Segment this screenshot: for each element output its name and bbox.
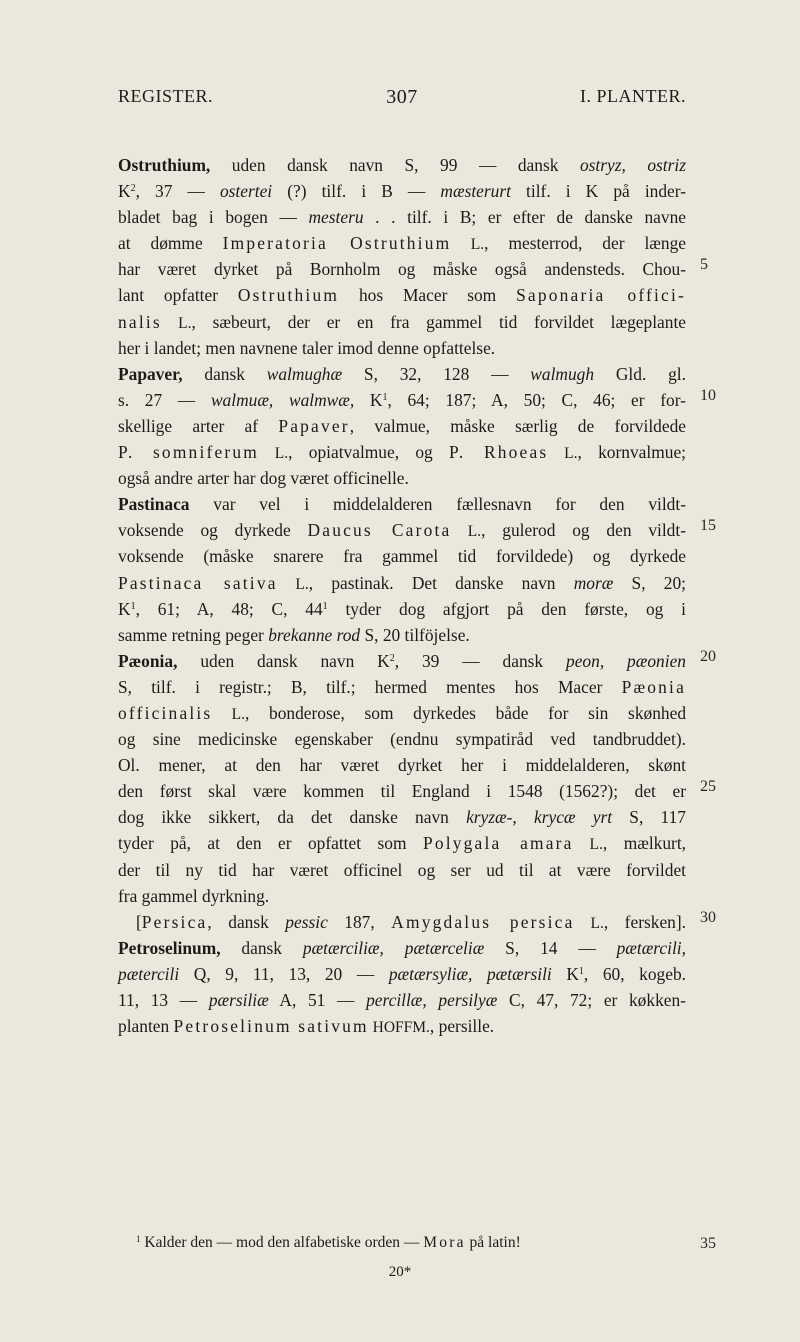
text-line: her i landet; men navnene taler imod denne opfattelse. (118, 337, 496, 358)
line-number: 20 (700, 648, 716, 665)
entry-headword: Pæonia, (118, 650, 178, 671)
text-line: planten Petroselinum sativum HOFFM., persille. (118, 1016, 495, 1037)
header-left: REGISTER. (118, 86, 214, 106)
line-number: 5 (700, 256, 708, 273)
text-line: lant opfatter Ostruthium hos Macer som Saponaria offici- (118, 285, 686, 306)
text-line: samme retning peger brekanne rod S, 20 tilföjelse. (118, 624, 470, 645)
text-line: den først skal være kommen til England i 1548 (1562?); det er (118, 781, 686, 802)
line-number: 25 (700, 778, 716, 795)
text-line: [Persica, dansk pessic 187, Amygdalus persica L., fersken]. (136, 911, 686, 932)
text-line: s. 27 — walmuæ, walmwæ, $K^1$, 64; 187; A, 50; C, 46; er for- (118, 389, 686, 410)
text-line: Pastinaca var vel i middelalderen fællesnavn for den vildt- (118, 494, 686, 515)
line-number: 30 (700, 909, 716, 926)
text-line: fra gammel dyrkning. (118, 885, 270, 906)
entry-headword: Pastinaca (118, 494, 190, 515)
text-line: Ostruthium, uden dansk navn S, 99 — dansk ostryz, ostriz (118, 155, 687, 175)
text-line: også andre arter har dog været officinelle. (118, 468, 409, 489)
text-line: voksende og dyrkede Daucus Carota L., gulerod og den vildt- (118, 520, 686, 541)
text-line: voksende (måske snarere fra gammel tid forvildede) og dyrkede (118, 546, 686, 567)
text-line: dog ikke sikkert, da det danske navn kryzæ-, krycæ yrt S, 117 (118, 807, 686, 828)
entry-headword: Ostruthium, (118, 155, 211, 175)
text-line: Petroselinum, dansk pætærciliæ, pætærceliæ S, 14 — pætærcili, (118, 937, 686, 958)
text-line: har været dyrket på Bornholm og måske også andensteds. Chou- (118, 259, 686, 280)
text-line: P. somniferum L., opiatvalmue, og P. Rhoeas L., kornvalmue; (118, 442, 686, 463)
register-text (118, 152, 686, 1039)
text-line: skellige arter af Papaver, valmue, måske særlig de forvildede (118, 415, 686, 436)
entry-headword: Papaver, (118, 363, 183, 384)
text-line: $K^1$, 61; A, 48; C, $44^1$ tyder dog afgjort på den første, og i (118, 598, 686, 619)
text-line: tyder på, at den er opfattet som Polygala amara L., mælkurt, (118, 833, 687, 854)
footnote: $^1$ Kalder den — mod den alfabetiske orden — Mora på latin! (136, 1234, 521, 1251)
text-line: officinalis L., bonderose, som dyrkedes både for sin skønhed (118, 702, 687, 723)
running-header (118, 86, 686, 116)
text-line: pætercili Q, 9, 11, 13, 20 — pætærsyliæ, pætærsili $K^1$, 60, kogeb. (118, 963, 686, 984)
header-right: I. PLANTER. (580, 86, 686, 106)
signature-mark: 20* (388, 1264, 412, 1280)
text-line: $K^2$, 37 — ostertei (?) tilf. i B — mæsterurt tilf. i K på inder- (118, 181, 686, 202)
text-line: Pæonia, uden dansk navn $K^2$, 39 — dansk peon, pæonien (118, 650, 686, 671)
text-line: Ol. mener, at den har været dyrket her i middelalderen, skønt (118, 755, 686, 776)
text-line: bladet bag i bogen — mesteru . . tilf. i B; er efter de danske navne (118, 207, 686, 228)
line-number: 15 (700, 517, 716, 534)
line-number: 10 (700, 387, 716, 404)
text-line: der til ny tid har været officinel og ser ud til at være forvildet (118, 859, 686, 880)
page-number: 307 (386, 86, 418, 108)
text-line: Papaver, dansk walmughæ S, 32, 128 — walmugh Gld. gl. (118, 363, 686, 384)
line-number: 35 (700, 1235, 716, 1252)
text-line: nalis L., sæbeurt, der er en fra gammel tid forvildet lægeplante (118, 311, 687, 332)
text-line: at dømme Imperatoria Ostruthium L., mesterrod, der længe (118, 233, 686, 254)
text-line: og sine medicinske egenskaber (endnu sympatiråd ved tandbruddet). (118, 729, 686, 750)
text-line: Pastinaca sativa L., pastinak. Det danske navn moræ S, 20; (118, 572, 687, 593)
text-line: 11, 13 — pærsiliæ A, 51 — percillæ, persilyæ C, 47, 72; er køkken- (118, 990, 686, 1010)
entry-headword: Petroselinum, (118, 937, 221, 958)
footnote-marker: 1 (136, 1234, 141, 1244)
text-line: S, tilf. i registr.; B, tilf.; hermed mentes hos Macer Pæonia (118, 676, 686, 697)
